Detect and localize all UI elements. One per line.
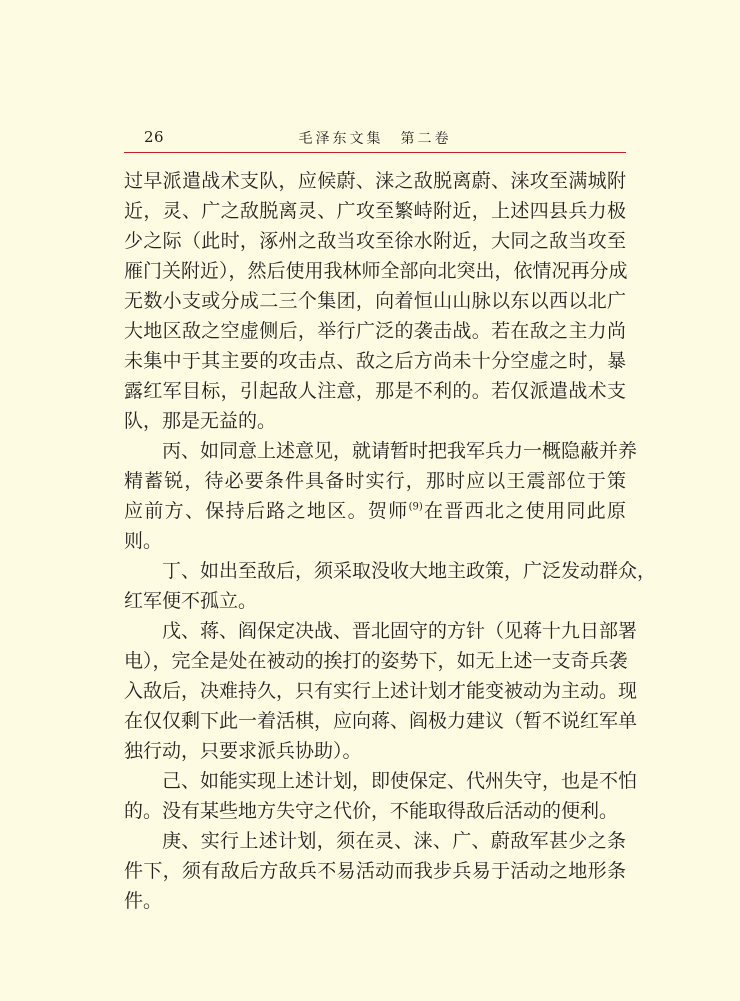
text-line: 过早派遣战术支队，应候蔚、涞之敌脱离蔚、涞攻至满城附 [124,170,626,192]
page-number: 26 [144,128,165,146]
text-line: 电），完全是处在被动的挨打的姿势下，如无上述一支奇兵袭 [124,650,628,672]
paragraph-bing [124,436,638,556]
text-line: 大地区敌之空虚侧后，举行广泛的袭击战。若在敌之主力尚 [124,320,626,342]
text-line: 在仅仅剩下此一着活棋，应向蒋、阎极力建议（暂不说红军单 [124,710,638,732]
text-line: 近，灵、广之敌脱离灵、广攻至繁峙附近，上述四县兵力极 [124,200,626,222]
body-text [124,166,657,916]
text-line: 雁门关附近），然后使用我林师全部向北突出，依情况再分成 [124,260,628,282]
paragraph-1 [124,166,626,436]
text-line: 独行动，只要求派兵协助）。 [124,740,362,762]
text-line: 未集中于其主要的攻击点、敌之后方尚未十分空虚之时，暴 [124,350,626,372]
text-line [124,496,626,526]
text-line: 入敌后，决难持久，只有实行上述计划才能变被动为主动。现 [124,680,638,702]
paragraph-ding [124,556,657,616]
text-line: 庚、实行上述计划，须在灵、涞、广、蔚敌军甚少之条 [162,830,626,852]
text-line: 丁、如出至敌后，须采取没收大地主政策，广泛发动群众， [162,560,657,582]
text-line: 的。没有某些地方失守之代价，不能取得敌后活动的便利。 [124,800,619,822]
text-line: 件下，须有敌后方敌兵不易活动而我步兵易于活动之地形条 [124,860,626,882]
footnote-marker[interactable]: (9) [408,501,423,513]
text-line: 则。 [124,530,163,552]
page-header [124,126,626,152]
text-line: 戊、蒋、阎保定决战、晋北固守的方针（见蒋十九日部署 [162,620,638,642]
text-line: 无数小支或分成二三个集团，向着恒山山脉以东以西以北广 [124,290,626,312]
text-line: 己、如能实现上述计划，即使保定、代州失守，也是不怕 [162,770,638,792]
paragraph-geng [124,826,626,916]
text-line: 队，那是无益的。 [124,410,277,432]
text-line: 件。 [124,890,163,912]
header-rule [124,152,626,153]
running-title: 毛泽东文集 第二卷 [298,131,452,147]
text-segment: 在晋西北之使用同此原 [422,500,626,522]
text-line: 红军便不孤立。 [124,590,258,612]
text-segment: 应前方、保持后路之地区。贺师 [124,500,409,522]
paragraph-wu [124,616,638,766]
text-line: 丙、如同意上述意见，就请暂时把我军兵力一概隐蔽并养 [162,440,638,462]
paragraph-ji [124,766,638,826]
text-line: 精蓄锐，待必要条件具备时实行，那时应以王震部位于策 [124,470,626,492]
text-line: 露红军目标，引起敌人注意，那是不利的。若仅派遣战术支 [124,380,626,402]
text-line: 少之际（此时，涿州之敌当攻至徐水附近，大同之敌当攻至 [124,230,626,252]
